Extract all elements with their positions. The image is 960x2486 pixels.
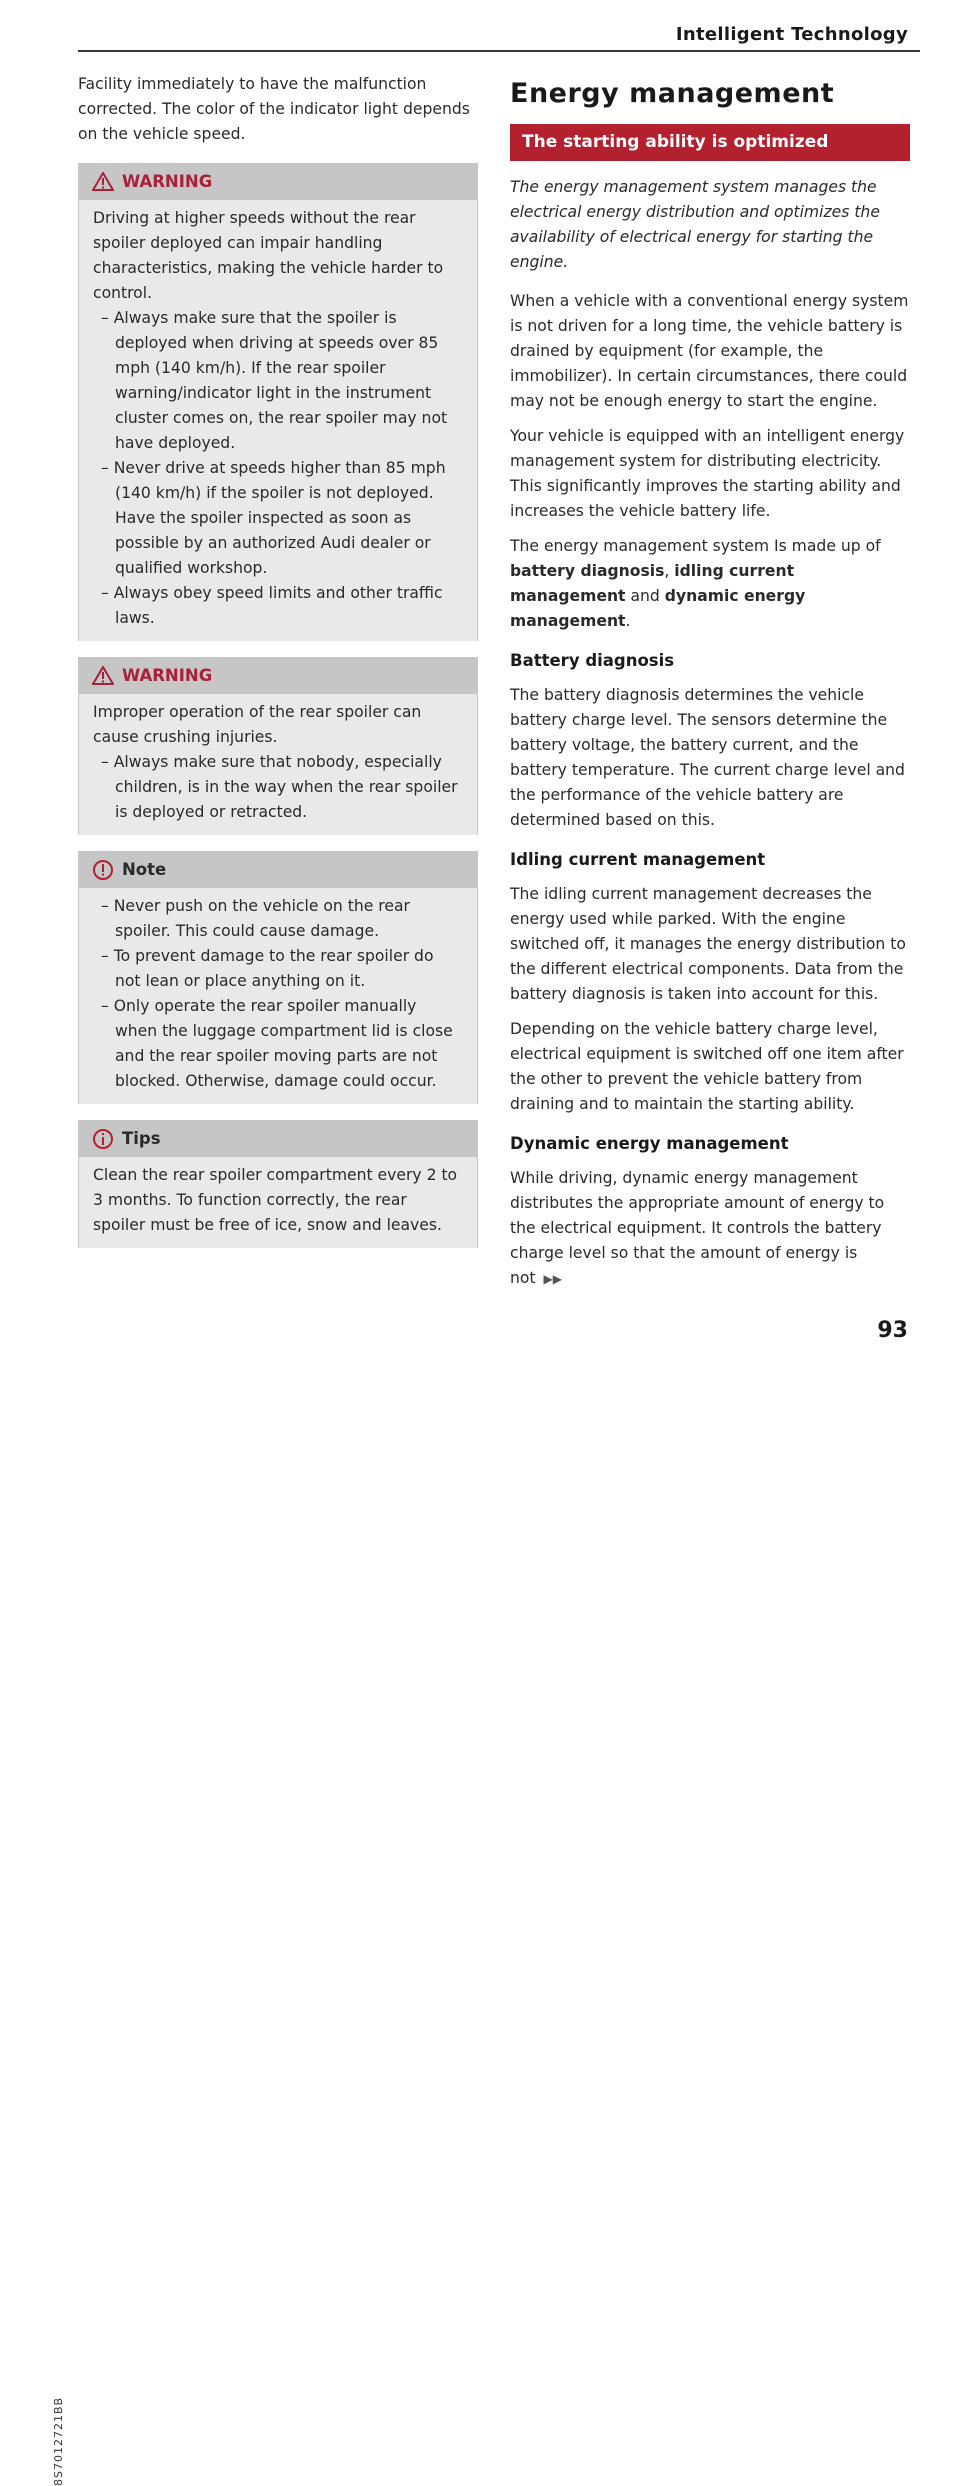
warning-list [93,306,463,631]
exclamation-circle-icon [92,859,114,881]
paragraph: When a vehicle with a conventional energy system is not driven for a long time, the vehicle battery is drained by equipment (for example, the immobilizer). In certain circumstances, there could may not be enough energy to start the engine. [510,292,909,410]
list-item: – Never drive at speeds higher than 85 mph (140 km/h) if the spoiler is not deployed. Have the spoiler inspected as soon as possible by an authorized Audi dealer or qualified workshop. [93,456,463,581]
warning-title: WARNING [122,666,213,685]
components-paragraph [510,534,910,634]
note-title: Note [122,860,167,879]
continuation-paragraph: Facility immediately to have the malfunction corrected. The color of the indicator light depends on the vehicle speed. [78,75,470,143]
right-column [510,72,910,1302]
tips-body [78,1157,478,1248]
idling-heading: Idling current management [510,850,766,869]
paragraph [510,1166,910,1292]
warning-text: Driving at higher speeds without the rear spoiler deployed can impair handling characteristics, making the vehicle harder to control. [93,209,444,302]
page-heading: Energy management [510,78,835,109]
header-rule [78,50,920,52]
warning-title: WARNING [122,172,213,191]
warning-header [78,657,478,694]
list-item: – Always make sure that nobody, especially children, is in the way when the rear spoiler is deployed or retracted. [93,750,463,825]
warning-list [93,750,463,825]
note-body [78,888,478,1104]
bold-term: idling current management [510,562,795,605]
list-item: – Always obey speed limits and other traffic laws. [93,581,463,631]
tips-title: Tips [122,1129,161,1148]
tips-header [78,1120,478,1157]
list-item: – Never push on the vehicle on the rear spoiler. This could cause damage. [93,894,463,944]
bold-term: battery diagnosis [510,562,665,580]
text-span: While driving, dynamic energy management distributes the appropriate amount of energy to the electrical equipment. It controls the battery charge level so that the amount of energy is not [510,1169,885,1287]
text-span: and [625,587,665,605]
section-title: Intelligent Technology [675,24,908,45]
warning-triangle-icon [92,172,114,191]
intro-paragraph: The energy management system manages the electrical energy distribution and optimizes the availability of electrical energy for starting the engine. [510,178,880,271]
warning-body [78,200,478,641]
paragraph: Depending on the vehicle battery charge level, electrical equipment is switched off one item after the other to prevent the vehicle battery from draining and to maintain the starting ability. [510,1020,904,1113]
note-list [93,894,463,1094]
bold-term: dynamic energy management [510,587,806,630]
text-span: . [625,612,631,630]
paragraph: Your vehicle is equipped with an intelligent energy management system for distributing electricity. This significantly improves the starting ability and increases the vehicle battery life. [510,427,905,520]
info-circle-icon [92,1128,114,1150]
text-span: The energy management system Is made up of [510,537,881,555]
left-column [78,72,478,1248]
text-span: , [664,562,675,580]
doc-code: 8S7012721BB [52,2396,65,2486]
warning-header [78,163,478,200]
list-item: – To prevent damage to the rear spoiler do not lean or place anything on it. [93,944,463,994]
tips-box [78,1120,478,1248]
paragraph: The battery diagnosis determines the vehicle battery charge level. The sensors determine the battery voltage, the battery current, and the battery temperature. The current charge level and the performance of the vehicle battery are determined based on this. [510,686,905,829]
warning-box-2 [78,657,478,835]
paragraph: The idling current management decreases the energy used while parked. With the engine switched off, it manages the energy distribution to the different electrical components. Data from the battery diagnosis is taken into account for this. [510,885,906,1003]
continue-arrow-icon: ▶▶ [543,1272,563,1286]
warning-text: Improper operation of the rear spoiler can cause crushing injuries. [93,703,422,746]
warning-triangle-icon [92,666,114,685]
note-header [78,851,478,888]
note-box [78,851,478,1104]
page-number: 93 [877,1318,908,1343]
tips-text: Clean the rear spoiler compartment every 2 to 3 months. To function correctly, the rear spoiler must be free of ice, snow and leaves. [93,1166,458,1234]
warning-body [78,694,478,835]
list-item: – Only operate the rear spoiler manually when the luggage compartment lid is close and the rear spoiler moving parts are not blocked. Otherwise, damage could occur. [93,994,463,1094]
warning-box-1 [78,163,478,641]
list-item: – Always make sure that the spoiler is deployed when driving at speeds over 85 mph (140 km/h). If the rear spoiler warning/indicator light in the instrument cluster comes on, the rear spoiler may not have deployed. [93,306,463,456]
battery-diagnosis-heading: Battery diagnosis [510,651,675,670]
subheading-bar: The starting ability is optimized [510,124,910,161]
dynamic-heading: Dynamic energy management [510,1134,789,1153]
